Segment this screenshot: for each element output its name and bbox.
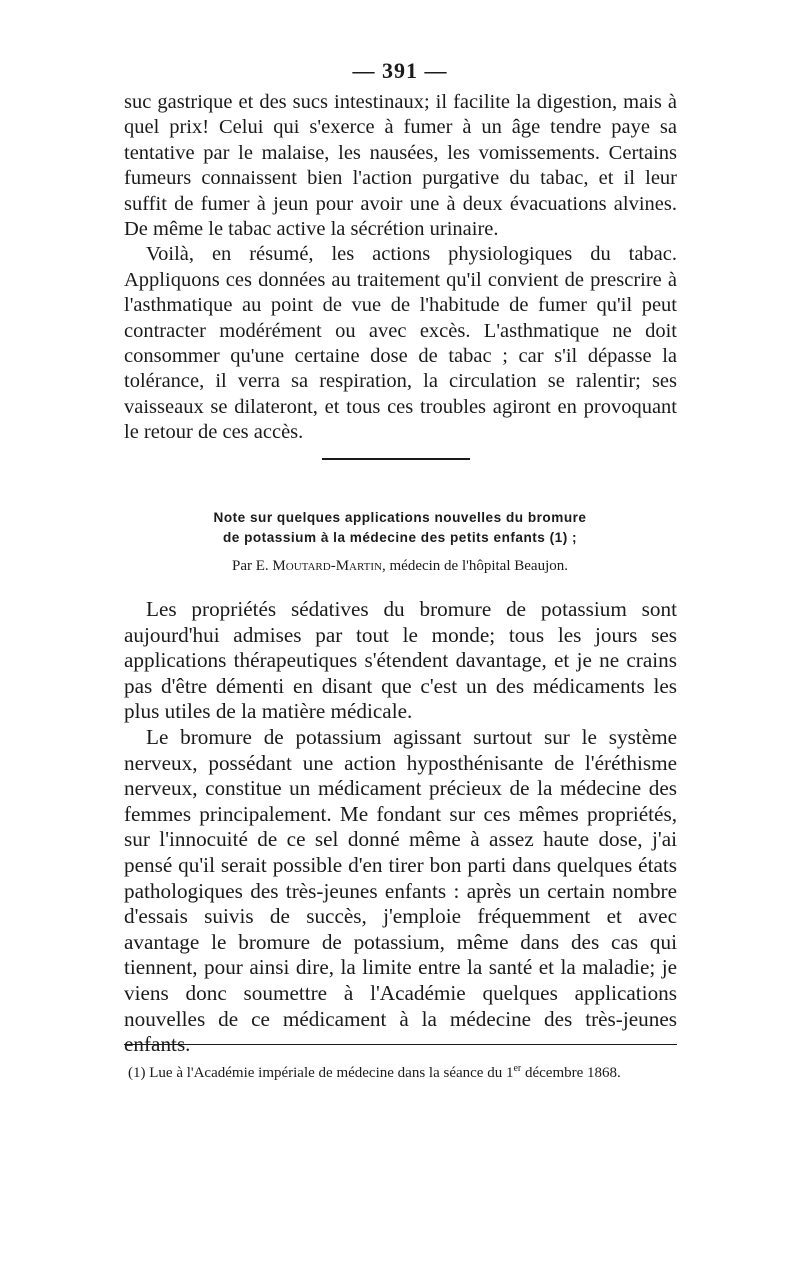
footnote-marker: (1) [128, 1065, 146, 1081]
footnote-sup: er [513, 1063, 522, 1074]
section-divider [322, 458, 470, 460]
intro-paragraph-1: suc gastrique et des sucs intestinaux; il facilite la digestion, mais à quel prix! Celui qui s'exerce à fumer à un âge tendre paye sa tentative par le malaise, les nausées, les vomissements. Certains fumeurs connaissent bien l'action purgative du tabac, et il leur suffit de fumer à jeun pour avoir une à deux évacuations alvines. De même le tabac active la sécrétion urinaire. [124, 91, 677, 241]
footnote-divider [124, 1044, 677, 1045]
article-title-ref: (1) ; [549, 530, 578, 545]
intro-text [124, 90, 677, 446]
article-title-line-2: de potassium à la médecine des petits enfants [222, 530, 546, 545]
article-paragraph-2: Le bromure de potassium agissant surtout sur le système nerveux, possédant une action hyposthénisante de l'éréthisme nerveux, constitue un médicament précieux de la médecine des femmes principalement. Me fondant sur ces mêmes propriétés, sur l'innocuité de ce sel donné même à assez haute dose, j'ai pensé qu'il serait possible d'en tirer bon parti dans quelques états pathologiques des très-jeunes enfants : après un certain nombre d'essais suivis de succès, j'emploie fréquemment et avec avantage le bromure de potassium, même dans des cas qui tiennent, pour ainsi dire, la limite entre la santé et la maladie; je viens donc soumettre à l'Académie quelques applications nouvelles de ce médicament à la médecine des très-jeunes enfants. [124, 724, 677, 1057]
byline-suffix: médecin de l'hôpital Beaujon. [389, 558, 568, 574]
footnote-text-end: décembre 1868. [524, 1065, 621, 1081]
footnote [128, 1058, 677, 1084]
article-byline [130, 558, 670, 575]
article-title-line-1: Note sur quelques applications nouvelles du bromure [213, 510, 587, 525]
byline-author: Moutard-Martin, [272, 558, 386, 574]
page-number: — 391 — [352, 58, 448, 83]
intro-paragraph-2: Voilà, en résumé, les actions physiologiques du tabac. Appliquons ces données au traitement qu'il convient de prescrire à l'asthmatique au point de vue de l'habitude de fumer qu'il peut contracter modérément ou avec excès. L'asthmatique ne doit consommer qu'une certaine dose de tabac ; car s'il dépasse la tolérance, il verra sa respiration, la circulation se ralentir; ses vaisseaux se dilateront, et tous ces troubles agiront en provoquant le retour de ces accès. [124, 243, 677, 444]
article-paragraph-1: Les propriétés sédatives du bromure de potassium sont aujourd'hui admises par tout le monde; tous les jours ses applications thérapeutiques s'étendent davantage, et je ne crains pas d'être démenti en disant que c'est un des médicaments les plus utiles de la matière médicale. [124, 597, 677, 724]
article-title [130, 508, 670, 548]
article-body [124, 597, 677, 1058]
footnote-text: Lue à l'Académie impériale de médecine dans la séance du 1 [149, 1065, 514, 1081]
byline-prefix: Par E. [232, 558, 269, 574]
